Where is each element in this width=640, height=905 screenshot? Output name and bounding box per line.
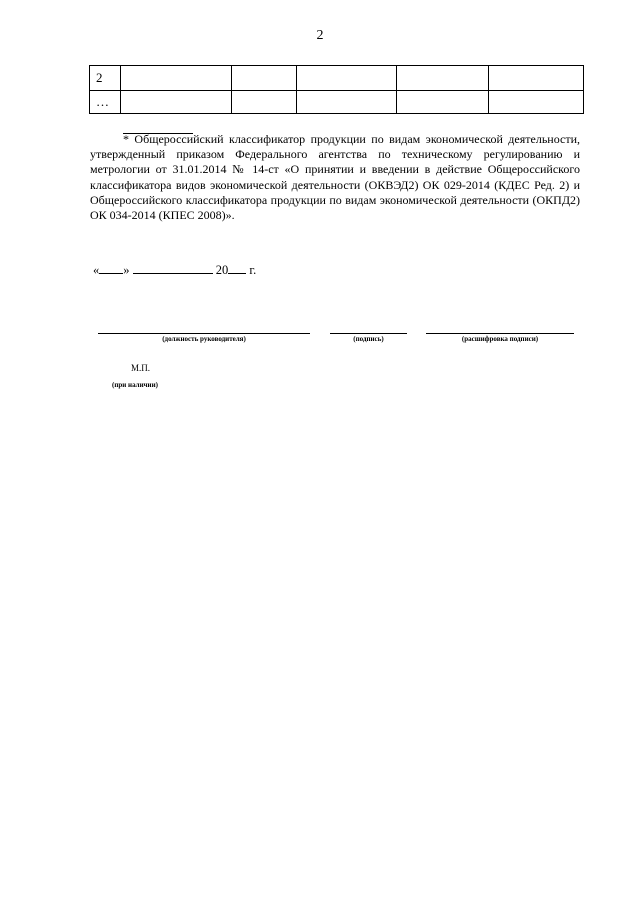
stamp-label: М.П.	[131, 363, 151, 373]
table-cell	[397, 66, 489, 91]
footnote-text: * Общероссийский классификатор продукции по видам экономической деятельности, утвержденный приказом Федерального агентства по техническому регулированию и метрологии от 31.01.2014 № 14-ст «О принятии и введении в действие Общероссийского классификатора видов экономической деятельности (ОКВЭД2) ОК 029-2014 (КДЕС Ред. 2) и Общероссийского классификатора продукции по видам экономической деятельности (ОКПД2) ОК 034-2014 (КПЕС 2008)».	[90, 132, 580, 223]
year-prefix: 20	[215, 263, 229, 277]
position-label: (должность руководителя)	[162, 335, 246, 343]
position-line	[98, 333, 310, 334]
decoding-line	[426, 333, 574, 334]
decoding-label: (расшифровка подписи)	[461, 335, 539, 343]
table-cell	[232, 66, 297, 91]
table-cell	[489, 66, 584, 91]
signature-label: (подпись)	[353, 335, 384, 343]
stamp-note: (при наличии)	[112, 381, 158, 389]
data-table	[89, 65, 584, 114]
date-open-quote: «	[93, 263, 100, 277]
date-line	[93, 262, 256, 278]
date-close-quote: »	[123, 263, 130, 277]
table-row	[90, 66, 584, 91]
year-suffix: г.	[249, 263, 257, 277]
table-cell	[121, 91, 232, 114]
table-cell	[489, 91, 584, 114]
table-row	[90, 91, 584, 114]
table-cell	[232, 91, 297, 114]
page-number: 2	[316, 28, 324, 43]
table-cell: 2	[90, 66, 121, 91]
table-cell	[397, 91, 489, 114]
table-cell	[297, 66, 397, 91]
table-cell	[121, 66, 232, 91]
month-blank	[133, 262, 213, 274]
day-blank	[99, 262, 123, 274]
table-cell	[297, 91, 397, 114]
table-cell: …	[90, 91, 121, 114]
year-blank	[228, 262, 246, 274]
signature-line	[330, 333, 407, 334]
